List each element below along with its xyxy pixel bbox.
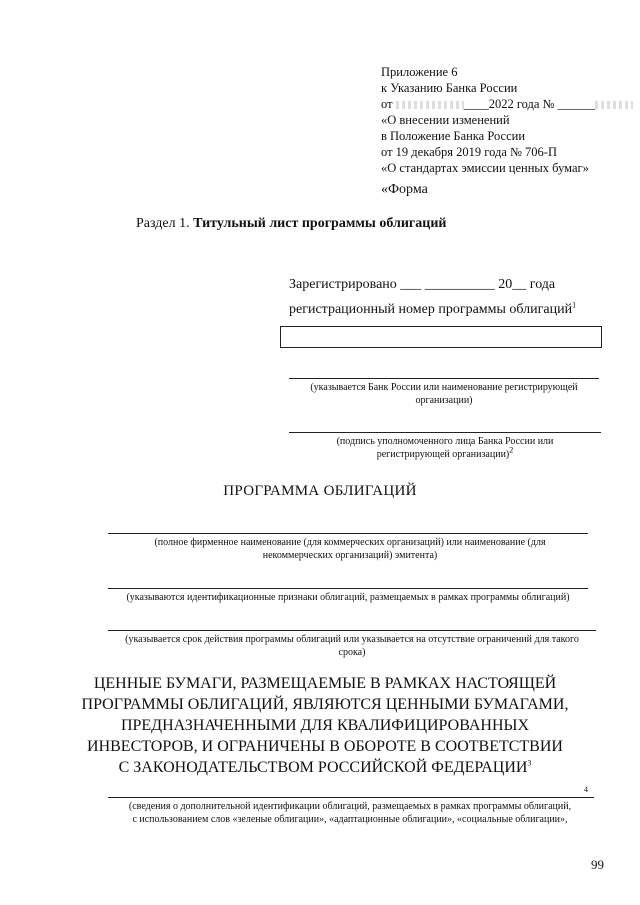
appendix-header xyxy=(381,64,633,176)
redacted-date-mark xyxy=(396,101,464,109)
header-line: к Указанию Банка России xyxy=(381,81,518,95)
redacted-number-mark xyxy=(595,101,633,109)
header-line: Приложение 6 xyxy=(381,65,458,79)
section-title: Титульный лист программы облигаций xyxy=(193,216,447,231)
registration-number-box[interactable] xyxy=(280,326,602,348)
identification-caption: (указываются идентификационные признаки облигаций, размещаемых в рамках программы облигаций) xyxy=(126,592,570,603)
header-line: в Положение Банка России xyxy=(381,129,526,143)
section-prefix: Раздел 1. xyxy=(136,216,190,231)
issuer-caption: (полное фирменное наименование (для коммерческих организаций) или наименование (для некоммерческих организаций) эмитента) xyxy=(154,537,546,561)
signature-caption: (подпись уполномоченного лица Банка России или регистрирующей организации)$^2$ xyxy=(336,436,554,460)
term-caption: (указывается срок действия программы облигаций или указывается на отсутствие ограничений для такого срока) xyxy=(125,634,579,658)
page-number: 99 xyxy=(591,857,604,872)
registered-line: Зарегистрировано ___ __________ 20__ года xyxy=(289,277,556,292)
identification-line[interactable] xyxy=(108,588,588,589)
term-line[interactable] xyxy=(108,630,596,631)
header-line: «О стандартах эмиссии ценных бумаг» xyxy=(381,161,589,175)
footnote-ref: 1 xyxy=(572,300,577,310)
program-title: ПРОГРАММА ОБЛИГАЦИЙ xyxy=(223,483,417,499)
qualified-investors-warning: ЦЕННЫЕ БУМАГИ, РАЗМЕЩАЕМЫЕ В РАМКАХ НАСТОЯЩЕЙ ПРОГРАММЫ ОБЛИГАЦИЙ, ЯВЛЯЮТСЯ ЦЕННЫМИ БУМАГАМИ, ПРЕДНАЗНАЧЕННЫМИ ДЛЯ КВАЛИФИЦИРОВАННЫХ ИНВЕСТОРОВ, И ОГРАНИЧЕНЫ В ОБОРОТЕ В СООТВЕТСТВИИ С ЗАКОНОДАТЕЛЬСТВОМ РОССИЙСКОЙ ФЕДЕРАЦИИ$^3$ xyxy=(81,675,569,776)
header-line: «О внесении изменений xyxy=(381,113,510,127)
footnote-ref: 4 xyxy=(584,785,588,794)
section-heading xyxy=(136,216,446,232)
footnote-ref: 2 xyxy=(509,445,514,455)
registration-number-label: регистрационный номер программы облигаций$^1$ xyxy=(289,300,577,317)
form-label: «Форма xyxy=(381,182,428,197)
header-date-prefix: от xyxy=(381,97,393,111)
additional-line[interactable] xyxy=(108,797,594,798)
additional-caption-1: (сведения о дополнительной идентификации облигаций, размещаемых в рамках программы облигаций, xyxy=(128,801,572,812)
bank-line[interactable] xyxy=(289,378,599,379)
header-date-mid: 2022 года № xyxy=(488,97,555,111)
header-line: от 19 декабря 2019 года № 706-П xyxy=(381,145,557,159)
signature-line[interactable] xyxy=(289,432,601,433)
bank-caption: (указывается Банк России или наименование регистрирующей организации) xyxy=(310,382,578,406)
issuer-line[interactable] xyxy=(108,533,588,534)
header-date-line: от ____2022 года № ______ xyxy=(381,96,633,112)
footnote-ref: 3 xyxy=(527,758,532,768)
additional-caption-2: с использованием слов «зеленые облигации», «адаптационные облигации», «социальные облигации», xyxy=(132,814,568,825)
